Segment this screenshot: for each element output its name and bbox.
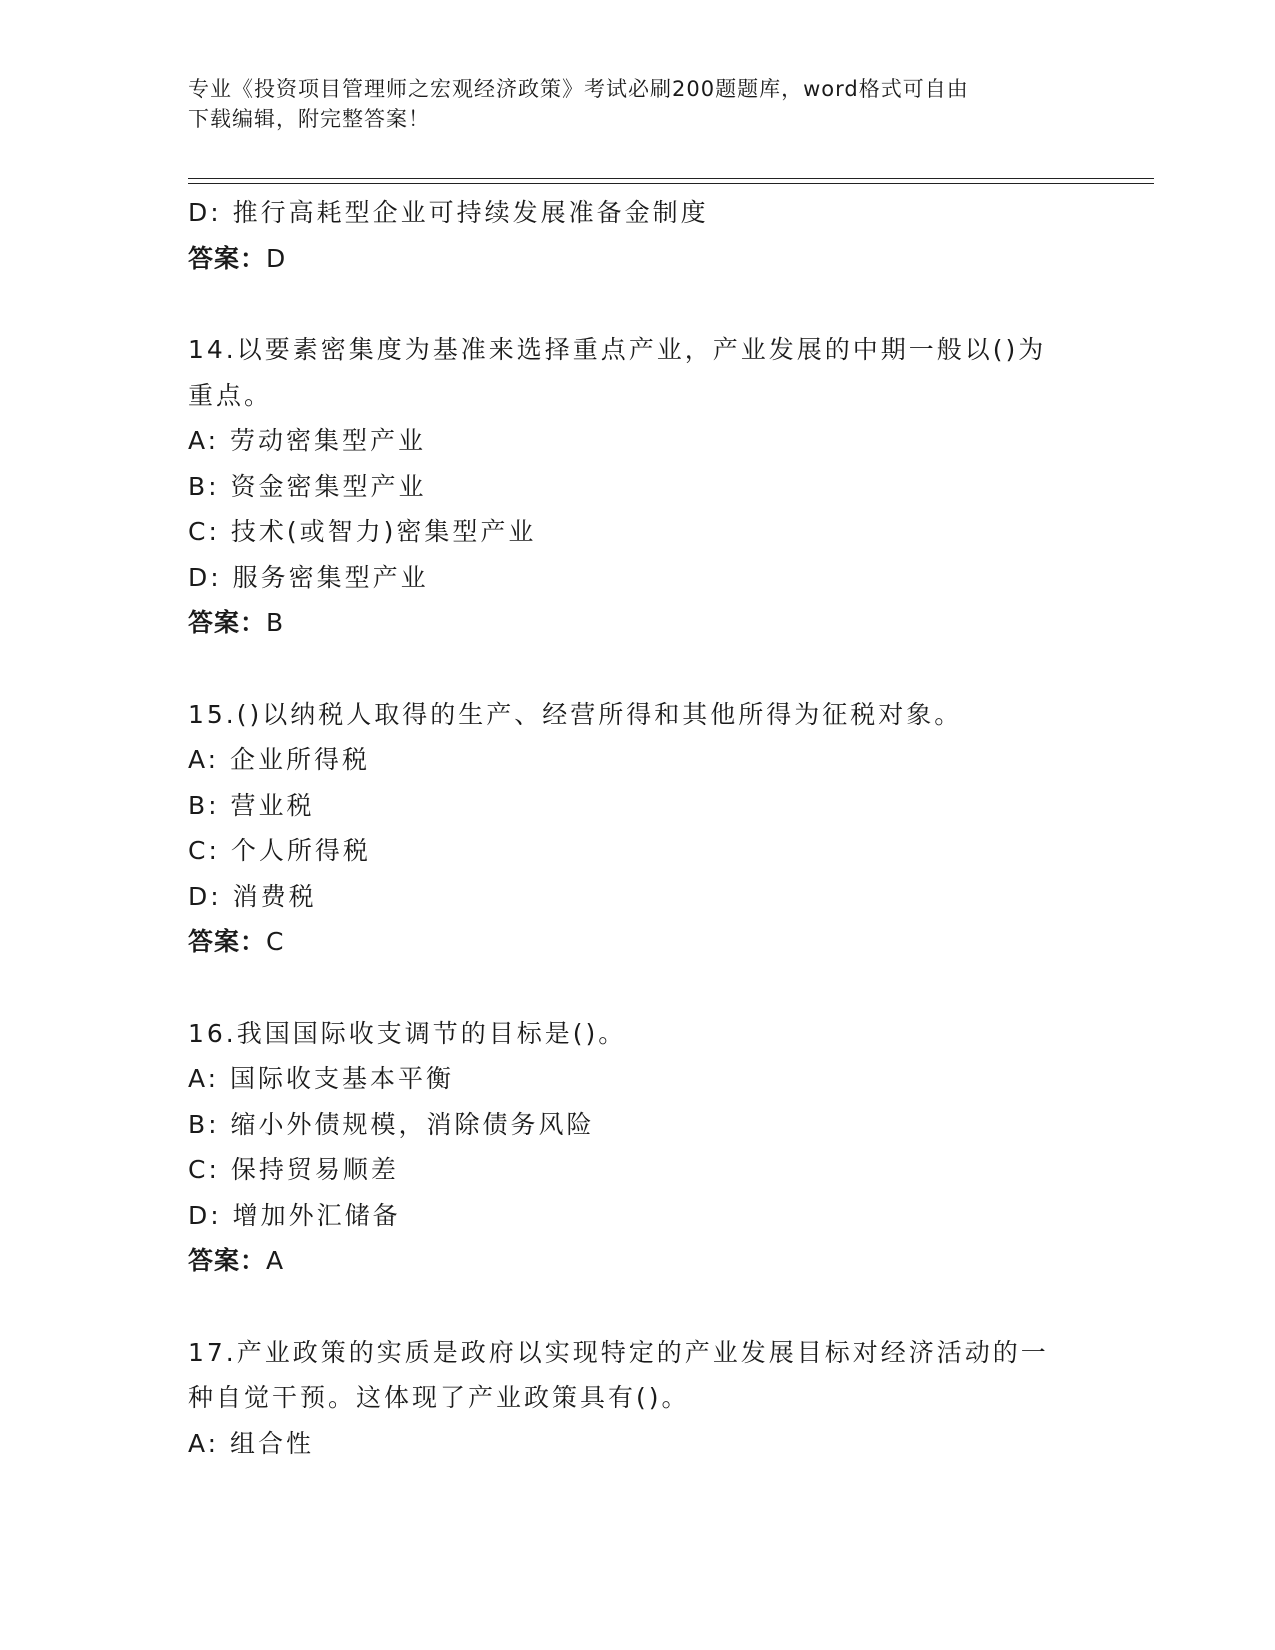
option-b: B: 资金密集型产业: [188, 471, 427, 501]
question-stem-cont: 种自觉干预。这体现了产业政策具有()。: [188, 1383, 690, 1412]
answer-label: 答案：: [188, 927, 267, 956]
header-line-1: 专业《投资项目管理师之宏观经济政策》考试必刷200题题库，word格式可自由: [188, 77, 969, 101]
option-c: C: 保持贸易顺差: [188, 1155, 399, 1184]
answer-value: D: [266, 243, 287, 273]
answer-line: [188, 236, 1088, 282]
question-item: [188, 327, 1088, 646]
answer-label: 答案：: [188, 243, 267, 273]
question-stem-cont: 重点。: [188, 380, 273, 410]
option-c: C: 技术(或智力)密集型产业: [188, 517, 537, 546]
question-stem: 16.我国国际收支调节的目标是()。: [188, 1018, 627, 1048]
question-stem: 15.()以纳税人取得的生产、经营所得和其他所得为征税对象。: [188, 699, 963, 729]
option-a: A: 国际收支基本平衡: [188, 1064, 455, 1093]
answer-value: B: [266, 608, 285, 637]
answer-value: A: [266, 1246, 285, 1275]
answer-value: C: [266, 927, 285, 956]
answer-line: [188, 1238, 1088, 1284]
question-item: [188, 1011, 1088, 1284]
header-line-2: 下载编辑，附完整答案！: [188, 107, 430, 131]
option-a: A: 组合性: [188, 1428, 315, 1458]
question-list: [188, 190, 1088, 1466]
option-a: A: 劳动密集型产业: [188, 426, 427, 455]
header-divider-top: [188, 178, 1154, 179]
option-d: D: 消费税: [188, 881, 317, 911]
answer-line: [188, 919, 1088, 965]
option-d: D: 增加外汇储备: [188, 1200, 401, 1230]
question-stem: 17.产业政策的实质是政府以实现特定的产业发展目标对经济活动的一: [188, 1337, 1049, 1367]
option-a: A: 企业所得税: [188, 745, 371, 774]
option-b: B: 营业税: [188, 790, 315, 820]
option-d: D: 推行高耗型企业可持续发展准备金制度: [188, 198, 709, 227]
option-c: C: 个人所得税: [188, 836, 371, 865]
answer-label: 答案：: [188, 1246, 267, 1275]
answer-line: [188, 600, 1088, 646]
answer-label: 答案：: [188, 608, 267, 637]
option-d: D: 服务密集型产业: [188, 562, 429, 592]
question-item: [188, 1330, 1088, 1467]
question-item: [188, 692, 1088, 965]
option-b: B: 缩小外债规模，消除债务风险: [188, 1109, 595, 1139]
question-stem: 14.以要素密集度为基准来选择重点产业，产业发展的中期一般以()为: [188, 335, 1047, 364]
document-header: [188, 74, 1088, 134]
header-divider-bottom: [188, 183, 1154, 184]
